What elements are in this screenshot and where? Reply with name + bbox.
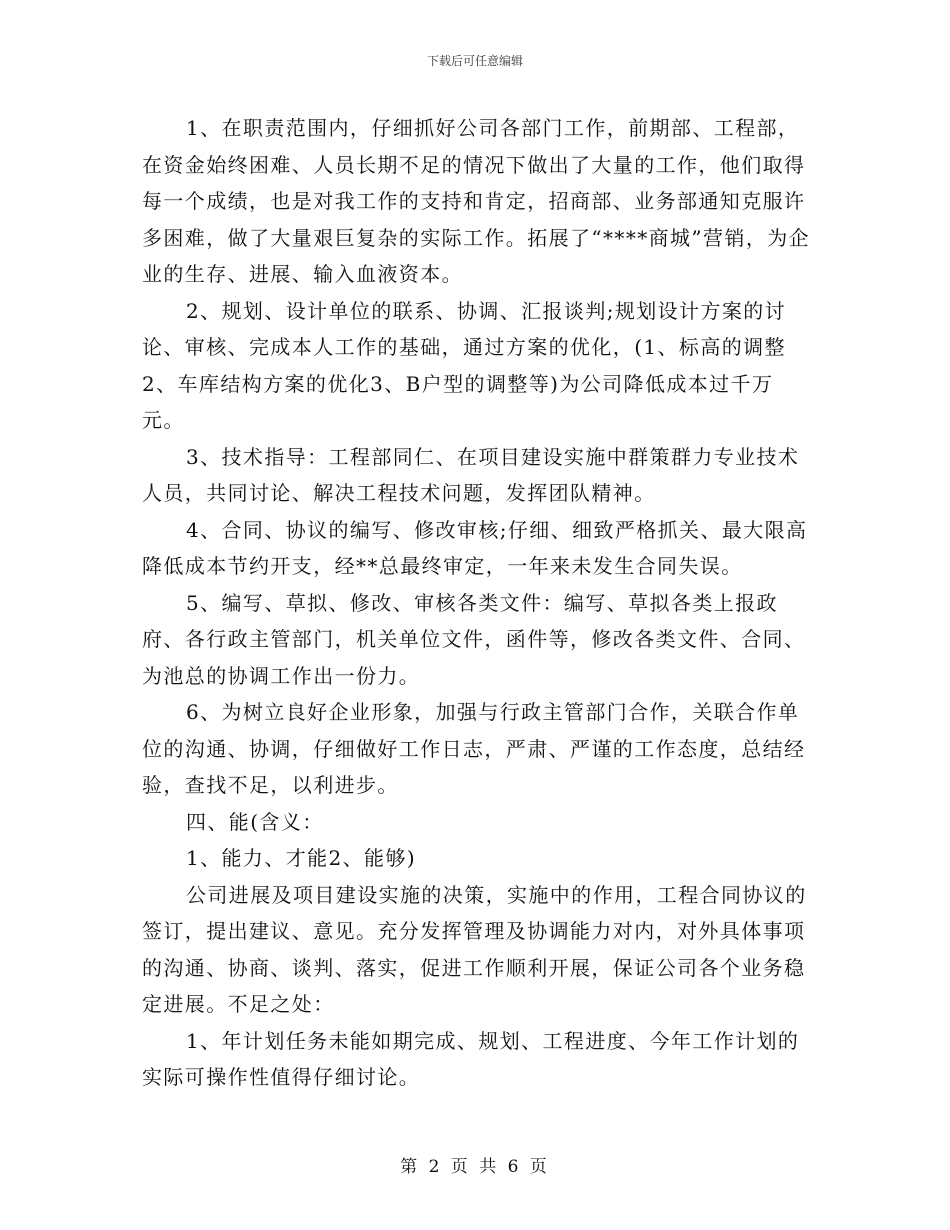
section-heading: 四、能(含义： bbox=[186, 809, 324, 834]
paragraph: 3、技术指导：工程部同仁、在项目建设实施中群策群力专业技术人员，共同讨论、解决工程技术问题，发挥团队精神。 bbox=[142, 444, 800, 505]
paragraph: 4、合同、协议的编写、修改审核;仔细、细致严格抓关、最大限高降低成本节约开支，经**总最终审定，一年来未发生合同失误。 bbox=[142, 517, 808, 578]
paragraph: 6、为树立良好企业形象，加强与行政主管部门合作，关联合作单位的沟通、协调，仔细做好工作日志，严肃、严谨的工作态度，总结经验，查找不足，以利进步。 bbox=[142, 700, 806, 797]
page-footer: 第 2 页 共 6 页 bbox=[400, 1157, 550, 1177]
paragraph: 5、编写、草拟、修改、审核各类文件：编写、草拟各类上报政府、各行政主管部门，机关单位文件，函件等，修改各类文件、合同、为池总的协调工作出一份力。 bbox=[142, 590, 806, 688]
paragraph: 1、在职责范围内，仔细抓好公司各部门工作，前期部、工程部，在资金始终困难、人员长期不足的情况下做出了大量的工作，他们取得每一个成绩，也是对我工作的支持和肯定，招商部、业务部通知克服许多困难，做了大量艰巨复杂的实际工作。拓展了“****商城”营销，为企业的生存、进展、输入血液资本。 bbox=[142, 116, 811, 286]
paragraph: 2、规划、设计单位的联系、协调、汇报谈判;规划设计方案的讨论、审核、完成本人工作的基础，通过方案的优化，(1、标高的调整2、车库结构方案的优化3、B户型的调整等)为公司降低成本过千万元。 bbox=[142, 298, 787, 432]
paragraph: 1、能力、才能2、能够) bbox=[186, 846, 417, 870]
paragraph: 公司进展及项目建设实施的决策，实施中的作用，工程合同协议的签订，提出建议、意见。充分发挥管理及协调能力对内，对外具体事项的沟通、协商、谈判、落实，促进工作顺利开展，保证公司各个业务稳定进展。不足之处： bbox=[142, 882, 807, 1016]
page-header: 下载后可任意编辑 bbox=[426, 54, 523, 68]
paragraph: 1、年计划任务未能如期完成、规划、工程进度、今年工作计划的实际可操作性值得仔细讨论。 bbox=[142, 1028, 800, 1089]
document-body bbox=[142, 110, 814, 1096]
